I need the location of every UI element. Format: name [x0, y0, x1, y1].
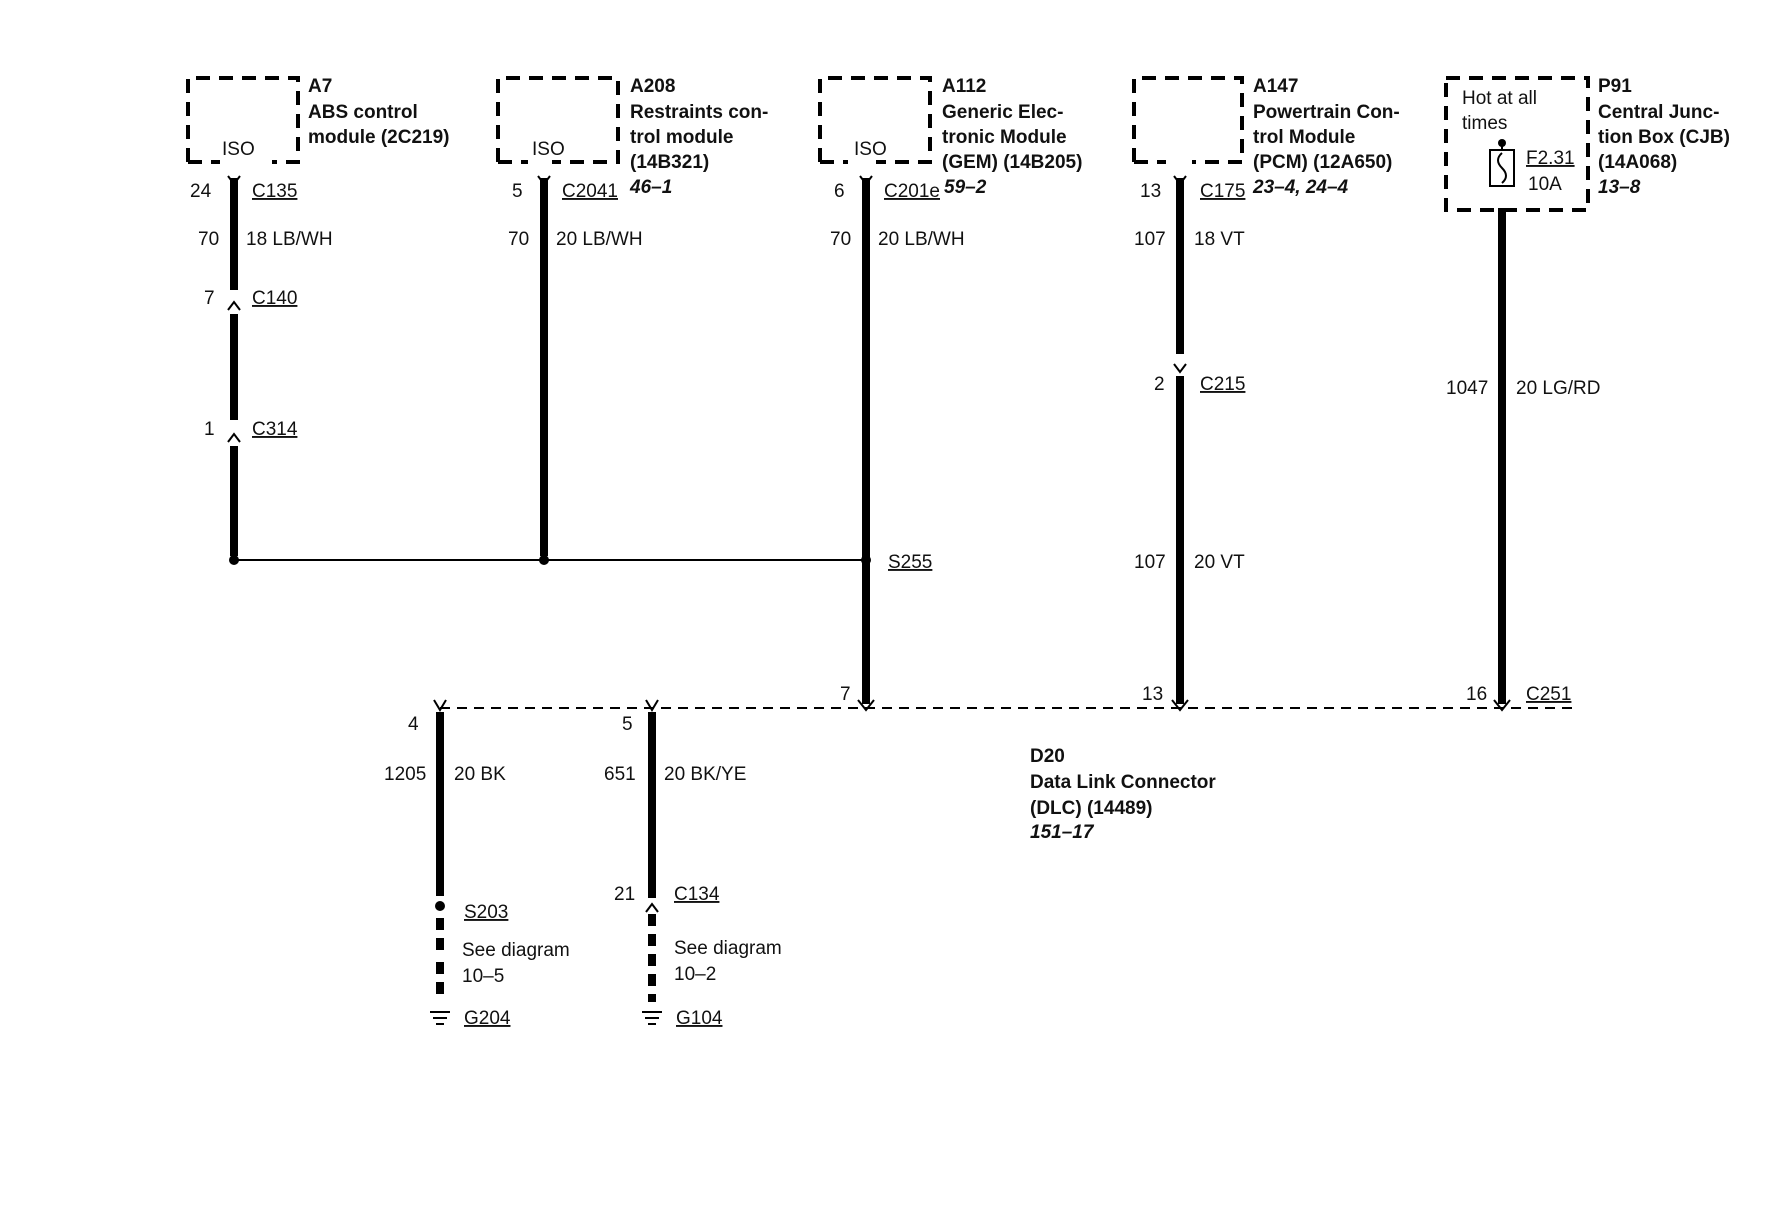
abs-connector-c140-symbol	[228, 302, 240, 310]
dlc-pin-7: 7	[840, 684, 851, 705]
rcm-circuit[interactable]	[508, 176, 643, 556]
module-a112-id: A112	[942, 76, 987, 97]
module-a112-name-2: tronic Module	[942, 127, 1067, 148]
module-a7-id: A7	[308, 76, 333, 97]
pcm-connector-c215-symbol	[1174, 364, 1186, 372]
module-p91-name-2: tion Box (CJB)	[1598, 127, 1730, 148]
pcm-circuit-number: 107	[1134, 229, 1166, 250]
rcm-circuit-number: 70	[508, 229, 530, 250]
module-a7[interactable]	[188, 76, 449, 162]
module-a7-name-1: ABS control	[308, 102, 418, 123]
module-p91-hot-2: times	[1462, 113, 1508, 134]
module-a208-name-3: (14B321)	[630, 152, 710, 173]
module-a208-ref: 46–1	[630, 177, 673, 198]
abs-pin: 24	[190, 181, 212, 202]
module-p91-id: P91	[1598, 76, 1632, 97]
abs-c314-pin: 1	[204, 419, 215, 440]
cjb-circuit[interactable]	[1446, 208, 1600, 704]
pcm-connector-c175: C175	[1200, 181, 1246, 202]
cjb-wire-color: 20 LG/RD	[1516, 378, 1601, 399]
splice-s203: S203	[464, 902, 509, 923]
dlc-name-2: (DLC) (14489)	[1030, 798, 1153, 819]
gnd2-see-1: See diagram	[674, 938, 782, 959]
gnd1-wire-color: 20 BK	[454, 764, 506, 785]
ground-g204: G204	[464, 1008, 511, 1029]
module-p91-name-1: Central Junc-	[1598, 102, 1720, 123]
module-a7-iso: ISO	[222, 139, 255, 160]
dlc-connector-c251: C251	[1526, 684, 1572, 705]
module-a147-ref: 23–4, 24–4	[1253, 177, 1349, 198]
rcm-splice-dot	[539, 555, 549, 565]
module-a147-name-1: Powertrain Con-	[1253, 102, 1400, 123]
module-p91[interactable]	[1446, 76, 1730, 210]
gnd2-dlc-pin: 5	[622, 714, 633, 735]
module-p91-ref: 13–8	[1598, 177, 1641, 198]
module-a112-name-3: (GEM) (14B205)	[942, 152, 1083, 173]
pcm-wire-color: 18 VT	[1194, 229, 1245, 250]
ground-circuit-g104[interactable]	[604, 700, 782, 1029]
module-a112[interactable]	[820, 76, 1082, 173]
splice-s255: S255	[888, 552, 933, 573]
module-a147-id: A147	[1253, 76, 1299, 97]
module-p91-hot-1: Hot at all	[1462, 88, 1537, 109]
gnd2-see-2: 10–2	[674, 964, 717, 985]
fuse-number: F2.31	[1526, 148, 1575, 169]
module-a208-id: A208	[630, 76, 676, 97]
module-a208-iso: ISO	[532, 139, 565, 160]
module-a147[interactable]	[1134, 76, 1400, 198]
gem-wire-color: 20 LB/WH	[878, 229, 965, 250]
pcm-circuit-number-2: 107	[1134, 552, 1166, 573]
fuse-rating: 10A	[1528, 174, 1562, 195]
rcm-pin: 5	[512, 181, 523, 202]
module-a208-name-2: trol module	[630, 127, 734, 148]
cjb-circuit-number: 1047	[1446, 378, 1489, 399]
module-a112-name-1: Generic Elec-	[942, 102, 1064, 123]
gnd1-see-2: 10–5	[462, 966, 505, 987]
rcm-connector-c2041: C2041	[562, 181, 618, 202]
gnd2-circuit-number: 651	[604, 764, 636, 785]
gem-pin: 6	[834, 181, 845, 202]
pcm-pin: 13	[1140, 181, 1162, 202]
ground-circuit-g204[interactable]	[384, 700, 570, 1029]
dlc-name-1: Data Link Connector	[1030, 772, 1216, 793]
abs-connector-c314-symbol	[228, 434, 240, 442]
abs-connector-c135: C135	[252, 181, 298, 202]
fuse-element-icon	[1498, 153, 1506, 183]
abs-circuit[interactable]	[190, 176, 333, 556]
module-a147-name-2: trol Module	[1253, 127, 1356, 148]
dlc-pin-16: 16	[1466, 684, 1488, 705]
module-a147-box	[1134, 78, 1242, 162]
s255-splice-dot	[861, 555, 871, 565]
dlc-id: D20	[1030, 746, 1065, 767]
splice-s203-dot	[435, 901, 445, 911]
module-a208-name-1: Restraints con-	[630, 102, 769, 123]
ground-g104: G104	[676, 1008, 723, 1029]
gem-connector-c201e: C201e	[884, 181, 940, 202]
abs-splice-dot	[229, 555, 239, 565]
abs-c140-pin: 7	[204, 288, 215, 309]
rcm-wire-color: 20 LB/WH	[556, 229, 643, 250]
gnd2-connector-pin: 21	[614, 884, 636, 905]
pcm-c215-pin: 2	[1154, 374, 1165, 395]
abs-connector-c314: C314	[252, 419, 298, 440]
abs-circuit-number: 70	[198, 229, 220, 250]
module-a7-name-2: module (2C219)	[308, 127, 450, 148]
gem-circuit[interactable]	[830, 176, 987, 704]
s255-bus	[229, 555, 871, 565]
module-a208[interactable]	[498, 76, 768, 198]
gnd1-dlc-pin: 4	[408, 714, 419, 735]
dlc-pin-13: 13	[1142, 684, 1164, 705]
ground-icon	[430, 1012, 450, 1024]
dlc-ref: 151–17	[1030, 822, 1094, 843]
gnd1-circuit-number: 1205	[384, 764, 427, 785]
gem-circuit-number: 70	[830, 229, 852, 250]
pcm-wire-color-2: 20 VT	[1194, 552, 1245, 573]
ground-icon	[642, 1012, 662, 1024]
module-a147-name-3: (PCM) (12A650)	[1253, 152, 1393, 173]
pcm-circuit[interactable]	[1134, 176, 1245, 704]
gnd1-see-1: See diagram	[462, 940, 570, 961]
module-a112-iso: ISO	[854, 139, 887, 160]
module-p91-name-3: (14A068)	[1598, 152, 1678, 173]
connector-c134: C134	[674, 884, 720, 905]
abs-wire-color: 18 LB/WH	[246, 229, 333, 250]
abs-connector-c140: C140	[252, 288, 298, 309]
gnd2-wire-color: 20 BK/YE	[664, 764, 747, 785]
module-a112-ref: 59–2	[944, 177, 987, 198]
pcm-connector-c215: C215	[1200, 374, 1246, 395]
connector-c134-symbol	[646, 904, 658, 912]
